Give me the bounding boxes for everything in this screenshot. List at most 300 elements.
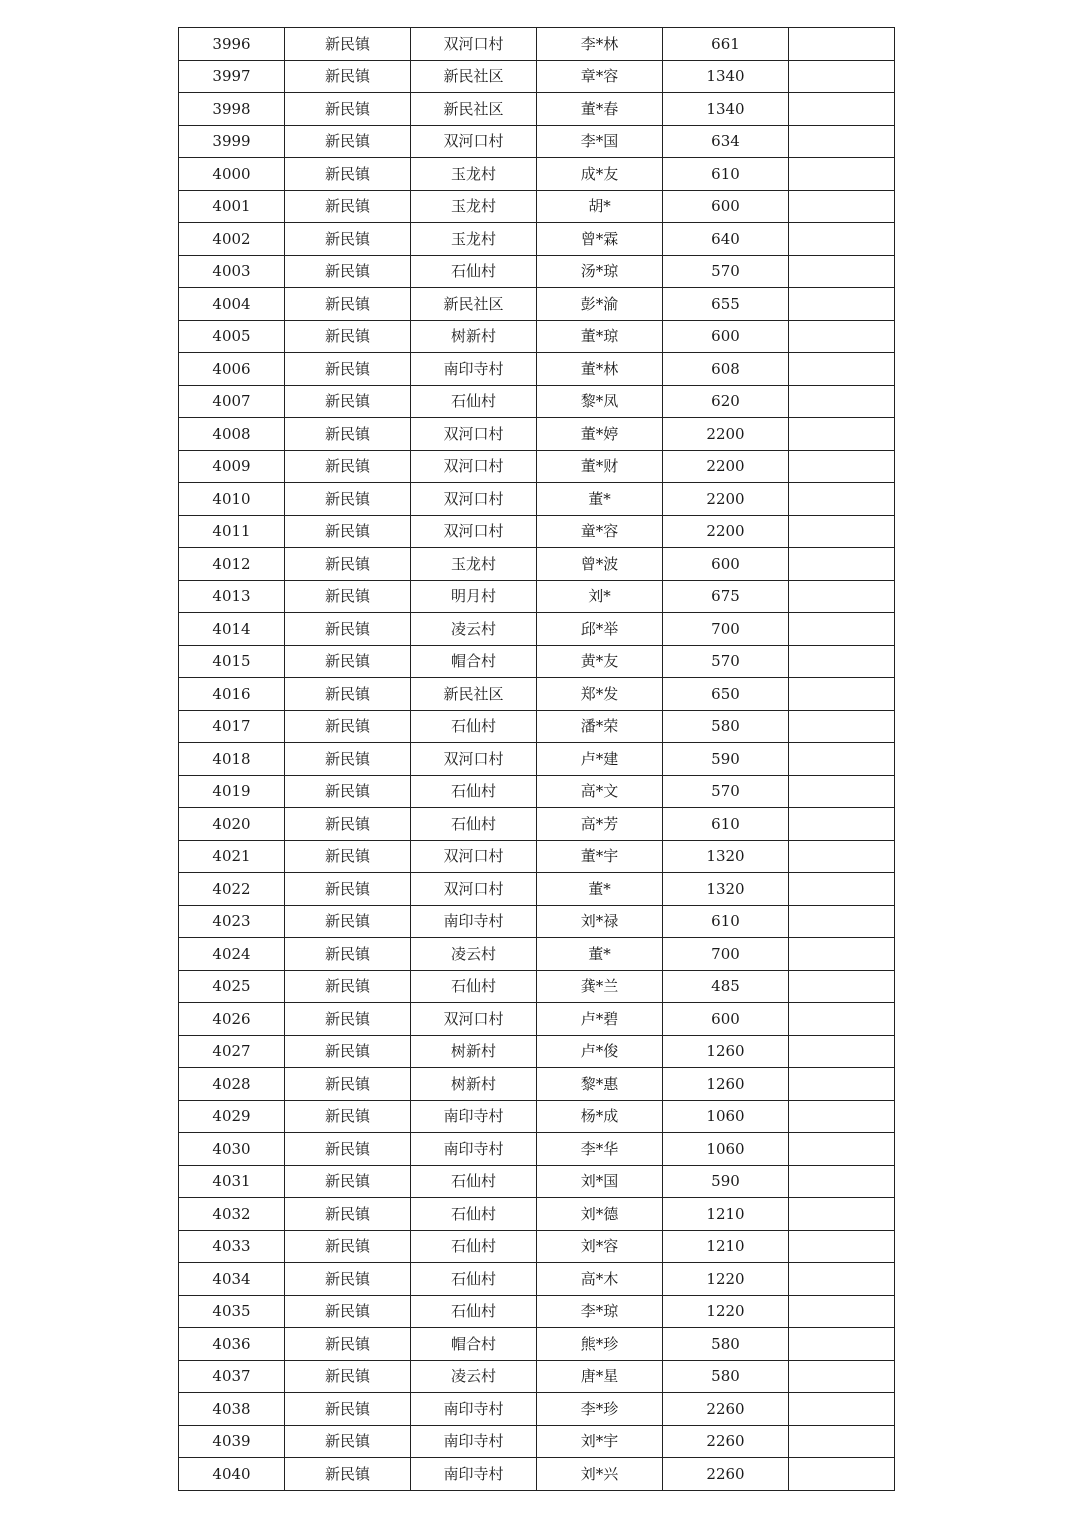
- name-cell: 杨*成: [537, 1100, 663, 1133]
- note-cell: [789, 255, 895, 288]
- village-cell: 双河口村: [411, 418, 537, 451]
- village-cell: 树新村: [411, 320, 537, 353]
- name-cell: 卢*俊: [537, 1035, 663, 1068]
- name-cell: 董*: [537, 483, 663, 516]
- town-cell: 新民镇: [285, 28, 411, 61]
- village-cell: 南印寺村: [411, 1100, 537, 1133]
- village-cell: 双河口村: [411, 873, 537, 906]
- town-cell: 新民镇: [285, 1035, 411, 1068]
- serial-number-cell: 4022: [179, 873, 285, 906]
- town-cell: 新民镇: [285, 678, 411, 711]
- town-cell: 新民镇: [285, 125, 411, 158]
- village-cell: 南印寺村: [411, 1458, 537, 1491]
- town-cell: 新民镇: [285, 873, 411, 906]
- village-cell: 石仙村: [411, 255, 537, 288]
- amount-cell: 1220: [663, 1263, 789, 1296]
- serial-number-cell: 4036: [179, 1328, 285, 1361]
- name-cell: 曾*波: [537, 548, 663, 581]
- roster-table: [178, 27, 895, 1491]
- town-cell: 新民镇: [285, 190, 411, 223]
- serial-number-cell: 4020: [179, 808, 285, 841]
- name-cell: 刘*禄: [537, 905, 663, 938]
- amount-cell: 675: [663, 580, 789, 613]
- town-cell: 新民镇: [285, 1360, 411, 1393]
- note-cell: [789, 1360, 895, 1393]
- table-row: [179, 1263, 895, 1296]
- note-cell: [789, 645, 895, 678]
- table-row: [179, 808, 895, 841]
- town-cell: 新民镇: [285, 158, 411, 191]
- town-cell: 新民镇: [285, 1068, 411, 1101]
- table-row: [179, 418, 895, 451]
- amount-cell: 640: [663, 223, 789, 256]
- amount-cell: 610: [663, 158, 789, 191]
- note-cell: [789, 515, 895, 548]
- amount-cell: 1320: [663, 873, 789, 906]
- table-row: [179, 938, 895, 971]
- note-cell: [789, 158, 895, 191]
- village-cell: 玉龙村: [411, 190, 537, 223]
- note-cell: [789, 418, 895, 451]
- table-row: [179, 190, 895, 223]
- village-cell: 石仙村: [411, 385, 537, 418]
- note-cell: [789, 1328, 895, 1361]
- table-row: [179, 580, 895, 613]
- town-cell: 新民镇: [285, 1003, 411, 1036]
- village-cell: 石仙村: [411, 1263, 537, 1296]
- name-cell: 高*芳: [537, 808, 663, 841]
- name-cell: 董*琼: [537, 320, 663, 353]
- amount-cell: 2260: [663, 1458, 789, 1491]
- amount-cell: 590: [663, 1165, 789, 1198]
- name-cell: 李*林: [537, 28, 663, 61]
- village-cell: 帽合村: [411, 1328, 537, 1361]
- amount-cell: 1320: [663, 840, 789, 873]
- note-cell: [789, 1100, 895, 1133]
- amount-cell: 600: [663, 320, 789, 353]
- note-cell: [789, 710, 895, 743]
- town-cell: 新民镇: [285, 1295, 411, 1328]
- village-cell: 玉龙村: [411, 223, 537, 256]
- note-cell: [789, 873, 895, 906]
- amount-cell: 2200: [663, 515, 789, 548]
- note-cell: [789, 905, 895, 938]
- serial-number-cell: 4014: [179, 613, 285, 646]
- name-cell: 黎*凤: [537, 385, 663, 418]
- table-row: [179, 970, 895, 1003]
- amount-cell: 1220: [663, 1295, 789, 1328]
- amount-cell: 1060: [663, 1100, 789, 1133]
- table-row: [179, 1328, 895, 1361]
- amount-cell: 610: [663, 808, 789, 841]
- name-cell: 刘*宇: [537, 1425, 663, 1458]
- table-row: [179, 450, 895, 483]
- village-cell: 石仙村: [411, 808, 537, 841]
- note-cell: [789, 320, 895, 353]
- table-row: [179, 873, 895, 906]
- name-cell: 董*宇: [537, 840, 663, 873]
- serial-number-cell: 4027: [179, 1035, 285, 1068]
- amount-cell: 2200: [663, 450, 789, 483]
- amount-cell: 650: [663, 678, 789, 711]
- roster-table-body: [179, 28, 895, 1491]
- town-cell: 新民镇: [285, 1133, 411, 1166]
- amount-cell: 580: [663, 710, 789, 743]
- town-cell: 新民镇: [285, 385, 411, 418]
- serial-number-cell: 3998: [179, 93, 285, 126]
- table-row: [179, 710, 895, 743]
- amount-cell: 1340: [663, 60, 789, 93]
- amount-cell: 600: [663, 190, 789, 223]
- town-cell: 新民镇: [285, 580, 411, 613]
- village-cell: 帽合村: [411, 645, 537, 678]
- serial-number-cell: 4012: [179, 548, 285, 581]
- serial-number-cell: 4034: [179, 1263, 285, 1296]
- town-cell: 新民镇: [285, 1425, 411, 1458]
- name-cell: 刘*: [537, 580, 663, 613]
- name-cell: 董*春: [537, 93, 663, 126]
- amount-cell: 580: [663, 1328, 789, 1361]
- village-cell: 玉龙村: [411, 158, 537, 191]
- table-row: [179, 353, 895, 386]
- serial-number-cell: 4024: [179, 938, 285, 971]
- serial-number-cell: 4000: [179, 158, 285, 191]
- town-cell: 新民镇: [285, 450, 411, 483]
- village-cell: 双河口村: [411, 840, 537, 873]
- note-cell: [789, 1458, 895, 1491]
- village-cell: 南印寺村: [411, 1425, 537, 1458]
- table-row: [179, 385, 895, 418]
- serial-number-cell: 3997: [179, 60, 285, 93]
- town-cell: 新民镇: [285, 515, 411, 548]
- table-row: [179, 1295, 895, 1328]
- note-cell: [789, 775, 895, 808]
- town-cell: 新民镇: [285, 1393, 411, 1426]
- table-row: [179, 905, 895, 938]
- serial-number-cell: 4019: [179, 775, 285, 808]
- town-cell: 新民镇: [285, 320, 411, 353]
- village-cell: 新民社区: [411, 93, 537, 126]
- table-row: [179, 1458, 895, 1491]
- amount-cell: 655: [663, 288, 789, 321]
- table-row: [179, 1068, 895, 1101]
- serial-number-cell: 4039: [179, 1425, 285, 1458]
- note-cell: [789, 1198, 895, 1231]
- amount-cell: 2260: [663, 1393, 789, 1426]
- village-cell: 石仙村: [411, 775, 537, 808]
- serial-number-cell: 4010: [179, 483, 285, 516]
- table-row: [179, 840, 895, 873]
- serial-number-cell: 4029: [179, 1100, 285, 1133]
- town-cell: 新民镇: [285, 418, 411, 451]
- name-cell: 刘*兴: [537, 1458, 663, 1491]
- note-cell: [789, 938, 895, 971]
- serial-number-cell: 4016: [179, 678, 285, 711]
- village-cell: 新民社区: [411, 60, 537, 93]
- serial-number-cell: 4017: [179, 710, 285, 743]
- amount-cell: 485: [663, 970, 789, 1003]
- amount-cell: 610: [663, 905, 789, 938]
- town-cell: 新民镇: [285, 1458, 411, 1491]
- serial-number-cell: 4015: [179, 645, 285, 678]
- name-cell: 李*国: [537, 125, 663, 158]
- name-cell: 章*容: [537, 60, 663, 93]
- town-cell: 新民镇: [285, 1198, 411, 1231]
- note-cell: [789, 678, 895, 711]
- table-row: [179, 125, 895, 158]
- serial-number-cell: 4038: [179, 1393, 285, 1426]
- table-row: [179, 1198, 895, 1231]
- name-cell: 李*珍: [537, 1393, 663, 1426]
- serial-number-cell: 4033: [179, 1230, 285, 1263]
- amount-cell: 661: [663, 28, 789, 61]
- serial-number-cell: 4002: [179, 223, 285, 256]
- town-cell: 新民镇: [285, 938, 411, 971]
- name-cell: 郑*发: [537, 678, 663, 711]
- town-cell: 新民镇: [285, 1328, 411, 1361]
- name-cell: 高*木: [537, 1263, 663, 1296]
- village-cell: 南印寺村: [411, 1393, 537, 1426]
- name-cell: 刘*国: [537, 1165, 663, 1198]
- serial-number-cell: 4031: [179, 1165, 285, 1198]
- table-row: [179, 548, 895, 581]
- serial-number-cell: 4030: [179, 1133, 285, 1166]
- name-cell: 龚*兰: [537, 970, 663, 1003]
- amount-cell: 590: [663, 743, 789, 776]
- town-cell: 新民镇: [285, 970, 411, 1003]
- amount-cell: 700: [663, 938, 789, 971]
- village-cell: 石仙村: [411, 1230, 537, 1263]
- amount-cell: 570: [663, 255, 789, 288]
- village-cell: 树新村: [411, 1035, 537, 1068]
- table-row: [179, 223, 895, 256]
- table-row: [179, 255, 895, 288]
- town-cell: 新民镇: [285, 223, 411, 256]
- table-row: [179, 483, 895, 516]
- village-cell: 石仙村: [411, 1295, 537, 1328]
- serial-number-cell: 4021: [179, 840, 285, 873]
- town-cell: 新民镇: [285, 645, 411, 678]
- note-cell: [789, 970, 895, 1003]
- name-cell: 胡*: [537, 190, 663, 223]
- serial-number-cell: 4001: [179, 190, 285, 223]
- village-cell: 凌云村: [411, 1360, 537, 1393]
- table-row: [179, 93, 895, 126]
- serial-number-cell: 4035: [179, 1295, 285, 1328]
- note-cell: [789, 840, 895, 873]
- village-cell: 石仙村: [411, 970, 537, 1003]
- town-cell: 新民镇: [285, 255, 411, 288]
- note-cell: [789, 580, 895, 613]
- serial-number-cell: 4023: [179, 905, 285, 938]
- serial-number-cell: 4008: [179, 418, 285, 451]
- note-cell: [789, 1035, 895, 1068]
- serial-number-cell: 3996: [179, 28, 285, 61]
- name-cell: 董*财: [537, 450, 663, 483]
- serial-number-cell: 4005: [179, 320, 285, 353]
- note-cell: [789, 1068, 895, 1101]
- note-cell: [789, 93, 895, 126]
- note-cell: [789, 613, 895, 646]
- amount-cell: 570: [663, 645, 789, 678]
- town-cell: 新民镇: [285, 483, 411, 516]
- note-cell: [789, 1263, 895, 1296]
- village-cell: 南印寺村: [411, 353, 537, 386]
- note-cell: [789, 450, 895, 483]
- name-cell: 黎*惠: [537, 1068, 663, 1101]
- town-cell: 新民镇: [285, 548, 411, 581]
- name-cell: 李*华: [537, 1133, 663, 1166]
- table-row: [179, 1100, 895, 1133]
- table-row: [179, 1003, 895, 1036]
- village-cell: 凌云村: [411, 938, 537, 971]
- amount-cell: 1340: [663, 93, 789, 126]
- table-row: [179, 1230, 895, 1263]
- village-cell: 南印寺村: [411, 905, 537, 938]
- town-cell: 新民镇: [285, 743, 411, 776]
- name-cell: 刘*容: [537, 1230, 663, 1263]
- town-cell: 新民镇: [285, 288, 411, 321]
- table-row: [179, 515, 895, 548]
- note-cell: [789, 223, 895, 256]
- note-cell: [789, 483, 895, 516]
- note-cell: [789, 1165, 895, 1198]
- amount-cell: 1260: [663, 1035, 789, 1068]
- name-cell: 卢*建: [537, 743, 663, 776]
- town-cell: 新民镇: [285, 710, 411, 743]
- amount-cell: 2200: [663, 483, 789, 516]
- amount-cell: 600: [663, 1003, 789, 1036]
- table-row: [179, 678, 895, 711]
- table-row: [179, 1393, 895, 1426]
- serial-number-cell: 4025: [179, 970, 285, 1003]
- note-cell: [789, 1295, 895, 1328]
- village-cell: 石仙村: [411, 1165, 537, 1198]
- amount-cell: 2200: [663, 418, 789, 451]
- table-row: [179, 60, 895, 93]
- table-row: [179, 775, 895, 808]
- village-cell: 新民社区: [411, 288, 537, 321]
- village-cell: 双河口村: [411, 450, 537, 483]
- table-row: [179, 1165, 895, 1198]
- note-cell: [789, 743, 895, 776]
- note-cell: [789, 1425, 895, 1458]
- serial-number-cell: 3999: [179, 125, 285, 158]
- table-row: [179, 1133, 895, 1166]
- note-cell: [789, 1133, 895, 1166]
- name-cell: 董*婷: [537, 418, 663, 451]
- name-cell: 董*: [537, 938, 663, 971]
- serial-number-cell: 4026: [179, 1003, 285, 1036]
- town-cell: 新民镇: [285, 613, 411, 646]
- serial-number-cell: 4013: [179, 580, 285, 613]
- note-cell: [789, 353, 895, 386]
- amount-cell: 1210: [663, 1230, 789, 1263]
- table-row: [179, 1360, 895, 1393]
- serial-number-cell: 4032: [179, 1198, 285, 1231]
- name-cell: 童*容: [537, 515, 663, 548]
- town-cell: 新民镇: [285, 840, 411, 873]
- village-cell: 双河口村: [411, 515, 537, 548]
- table-row: [179, 645, 895, 678]
- town-cell: 新民镇: [285, 808, 411, 841]
- note-cell: [789, 288, 895, 321]
- name-cell: 邱*举: [537, 613, 663, 646]
- table-row: [179, 288, 895, 321]
- town-cell: 新民镇: [285, 353, 411, 386]
- name-cell: 潘*荣: [537, 710, 663, 743]
- serial-number-cell: 4040: [179, 1458, 285, 1491]
- name-cell: 汤*琼: [537, 255, 663, 288]
- serial-number-cell: 4003: [179, 255, 285, 288]
- town-cell: 新民镇: [285, 93, 411, 126]
- note-cell: [789, 190, 895, 223]
- amount-cell: 600: [663, 548, 789, 581]
- amount-cell: 570: [663, 775, 789, 808]
- amount-cell: 608: [663, 353, 789, 386]
- name-cell: 黄*友: [537, 645, 663, 678]
- town-cell: 新民镇: [285, 905, 411, 938]
- amount-cell: 580: [663, 1360, 789, 1393]
- table-row: [179, 158, 895, 191]
- note-cell: [789, 548, 895, 581]
- table-row: [179, 28, 895, 61]
- serial-number-cell: 4006: [179, 353, 285, 386]
- name-cell: 曾*霖: [537, 223, 663, 256]
- amount-cell: 2260: [663, 1425, 789, 1458]
- town-cell: 新民镇: [285, 60, 411, 93]
- village-cell: 明月村: [411, 580, 537, 613]
- name-cell: 董*: [537, 873, 663, 906]
- serial-number-cell: 4018: [179, 743, 285, 776]
- village-cell: 石仙村: [411, 1198, 537, 1231]
- amount-cell: 634: [663, 125, 789, 158]
- village-cell: 玉龙村: [411, 548, 537, 581]
- village-cell: 双河口村: [411, 28, 537, 61]
- amount-cell: 1260: [663, 1068, 789, 1101]
- village-cell: 树新村: [411, 1068, 537, 1101]
- town-cell: 新民镇: [285, 1165, 411, 1198]
- note-cell: [789, 1003, 895, 1036]
- serial-number-cell: 4007: [179, 385, 285, 418]
- name-cell: 董*林: [537, 353, 663, 386]
- name-cell: 高*文: [537, 775, 663, 808]
- name-cell: 唐*星: [537, 1360, 663, 1393]
- serial-number-cell: 4009: [179, 450, 285, 483]
- name-cell: 彭*渝: [537, 288, 663, 321]
- village-cell: 南印寺村: [411, 1133, 537, 1166]
- town-cell: 新民镇: [285, 1263, 411, 1296]
- name-cell: 成*友: [537, 158, 663, 191]
- note-cell: [789, 1230, 895, 1263]
- table-row: [179, 320, 895, 353]
- note-cell: [789, 28, 895, 61]
- table-row: [179, 613, 895, 646]
- table-row: [179, 1425, 895, 1458]
- table-row: [179, 1035, 895, 1068]
- amount-cell: 700: [663, 613, 789, 646]
- village-cell: 双河口村: [411, 1003, 537, 1036]
- name-cell: 熊*珍: [537, 1328, 663, 1361]
- name-cell: 李*琼: [537, 1295, 663, 1328]
- village-cell: 双河口村: [411, 743, 537, 776]
- town-cell: 新民镇: [285, 1230, 411, 1263]
- amount-cell: 620: [663, 385, 789, 418]
- note-cell: [789, 60, 895, 93]
- serial-number-cell: 4037: [179, 1360, 285, 1393]
- note-cell: [789, 125, 895, 158]
- village-cell: 双河口村: [411, 125, 537, 158]
